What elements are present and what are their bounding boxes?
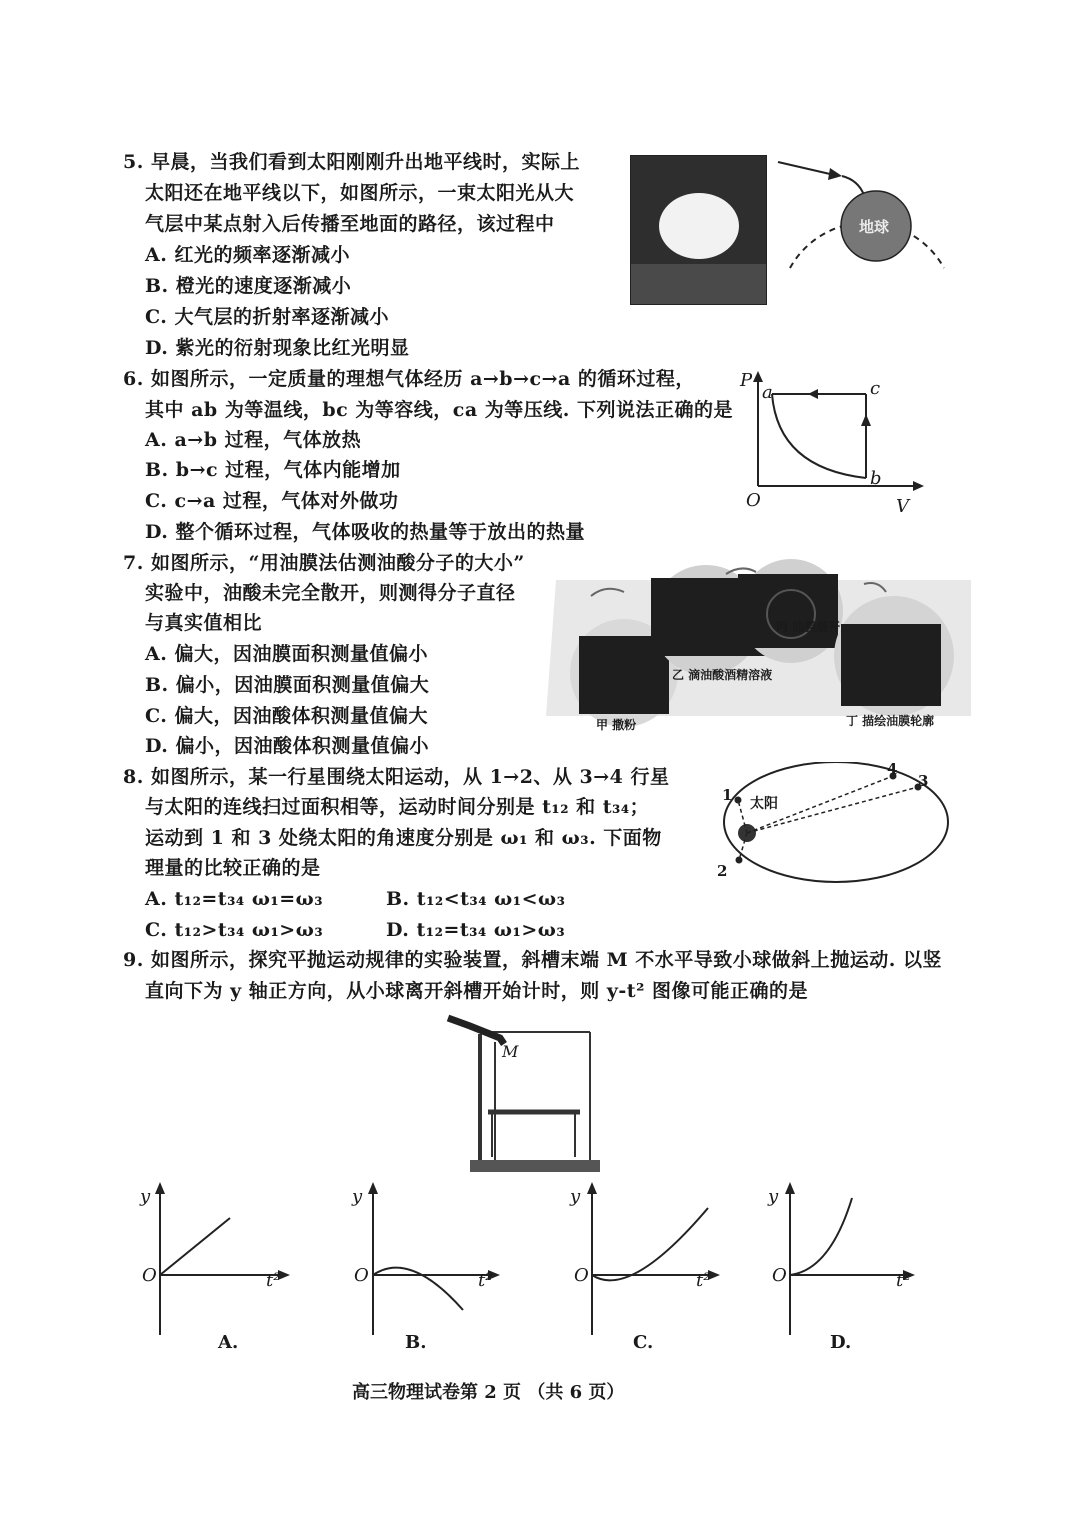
q6-option-c: C. c→a 过程，气体对外做功: [145, 490, 399, 512]
q5-stem-line-2: 太阳还在地平线以下，如图所示，一束太阳光从大: [145, 182, 575, 204]
q7-stem-line-3: 与真实值相比: [145, 612, 263, 634]
q7-option-b: B. 偏小，因油膜面积测量值偏大: [145, 674, 430, 696]
pv-axis-v: V: [896, 496, 909, 517]
graph-d-y: y: [768, 1186, 779, 1207]
apparatus-label-m: M: [502, 1042, 519, 1061]
orbit-point-1: 1: [722, 786, 733, 804]
graph-c-o: O: [574, 1265, 589, 1286]
q6-option-b: B. b→c 过程，气体内能增加: [145, 459, 401, 481]
graph-a-y: y: [140, 1186, 151, 1207]
q5-option-a: A. 红光的频率逐渐减小: [145, 244, 350, 266]
graph-b-label: B.: [405, 1332, 427, 1353]
graph-b-x: t²: [478, 1270, 493, 1291]
q7-stem-line-2: 实验中，油酸未完全散开，则测得分子直径: [145, 582, 516, 604]
q5-stem-line-3: 气层中某点射入后传播至地面的路径，该过程中: [145, 213, 555, 235]
graph-a-o: O: [142, 1265, 157, 1286]
graph-a: [155, 1182, 290, 1335]
q6-option-a: A. a→b 过程，气体放热: [145, 429, 362, 451]
orbit-point-4: 4: [887, 760, 898, 778]
graph-d: [785, 1182, 915, 1335]
pv-point-a: a: [762, 382, 773, 403]
pv-point-b: b: [870, 468, 882, 489]
orbit-point-3: 3: [918, 772, 929, 790]
oil-film-experiment-figure: [546, 558, 976, 736]
oil-caption-3: 丙 油膜展开: [776, 620, 841, 634]
q8-option-d: D. t₁₂=t₃₄ ω₁>ω₃: [386, 919, 566, 941]
q9-stem-line-2: 直向下为 y 轴正方向，从小球离开斜槽开始计时，则 y-t² 图像可能正确的是: [145, 980, 809, 1002]
graph-b-y: y: [352, 1186, 363, 1207]
oil-caption-1: 甲 撒粉: [596, 718, 637, 732]
q8-stem-line-3: 运动到 1 和 3 处绕太阳的角速度分别是 ω₁ 和 ω₃. 下面物: [145, 827, 662, 849]
projectile-apparatus: [440, 1012, 610, 1177]
y-t2-graphs: [130, 1180, 980, 1340]
q5-stem-line-1: 5. 早晨，当我们看到太阳刚刚升出地平线时，实际上: [123, 151, 580, 173]
page-footer: 高三物理试卷第 2 页 （共 6 页）: [352, 1382, 625, 1403]
q7-stem-line-1: 7. 如图所示，“用油膜法估测油酸分子的大小”: [123, 552, 525, 574]
q7-option-c: C. 偏大，因油酸体积测量值偏大: [145, 705, 429, 727]
graph-d-label: D.: [830, 1332, 852, 1353]
oil-caption-4: 丁 描绘油膜轮廓: [846, 714, 935, 728]
q8-stem-line-2: 与太阳的连线扫过面积相等，运动时间分别是 t₁₂ 和 t₃₄；: [145, 796, 650, 818]
q7-option-a: A. 偏大，因油膜面积测量值偏小: [145, 643, 428, 665]
graph-c-y: y: [570, 1186, 581, 1207]
q6-option-d: D. 整个循环过程，气体吸收的热量等于放出的热量: [145, 521, 586, 543]
pv-point-c: c: [870, 378, 881, 399]
sunrise-photo: [630, 155, 767, 305]
q8-option-a: A. t₁₂=t₃₄ ω₁=ω₃: [145, 888, 324, 910]
q8-stem-line-1: 8. 如图所示，某一行星围绕太阳运动，从 1→2、从 3→4 行星: [123, 766, 670, 788]
q5-option-b: B. 橙光的速度逐渐减小: [145, 275, 352, 297]
graph-c: [587, 1182, 720, 1335]
graph-b: [368, 1182, 500, 1335]
q8-option-c: C. t₁₂>t₃₄ ω₁>ω₃: [145, 919, 324, 941]
oil-caption-2: 乙 滴油酸酒精溶液: [672, 668, 773, 682]
graph-c-x: t²: [696, 1270, 711, 1291]
pv-axis-p: P: [740, 370, 753, 391]
q8-option-b: B. t₁₂<t₃₄ ω₁<ω₃: [386, 888, 566, 910]
q5-option-c: C. 大气层的折射率逐渐减小: [145, 306, 390, 328]
q7-option-d: D. 偏小，因油酸体积测量值偏小: [145, 735, 430, 757]
graph-a-x: t²: [266, 1270, 281, 1291]
q8-stem-line-4: 理量的比较正确的是: [145, 857, 321, 879]
q6-stem-line-2: 其中 ab 为等温线，bc 为等容线，ca 为等压线. 下列说法正确的是: [145, 399, 734, 421]
graph-c-label: C.: [633, 1332, 654, 1353]
graph-d-o: O: [772, 1265, 787, 1286]
graph-b-o: O: [354, 1265, 369, 1286]
q9-stem-line-1: 9. 如图所示，探究平抛运动规律的实验装置，斜槽末端 M 不水平导致小球做斜上抛运动. 以竖: [123, 949, 942, 971]
graph-a-label: A.: [218, 1332, 239, 1353]
sun-label: 太阳: [750, 796, 778, 812]
orbit-point-2: 2: [717, 862, 728, 880]
earth-label: 地球: [859, 218, 890, 236]
q5-option-d: D. 紫光的衍射现象比红光明显: [145, 337, 410, 359]
pv-origin: O: [746, 490, 761, 511]
q6-stem-line-1: 6. 如图所示，一定质量的理想气体经历 a→b→c→a 的循环过程，: [123, 368, 695, 390]
graph-d-x: t²: [896, 1270, 911, 1291]
